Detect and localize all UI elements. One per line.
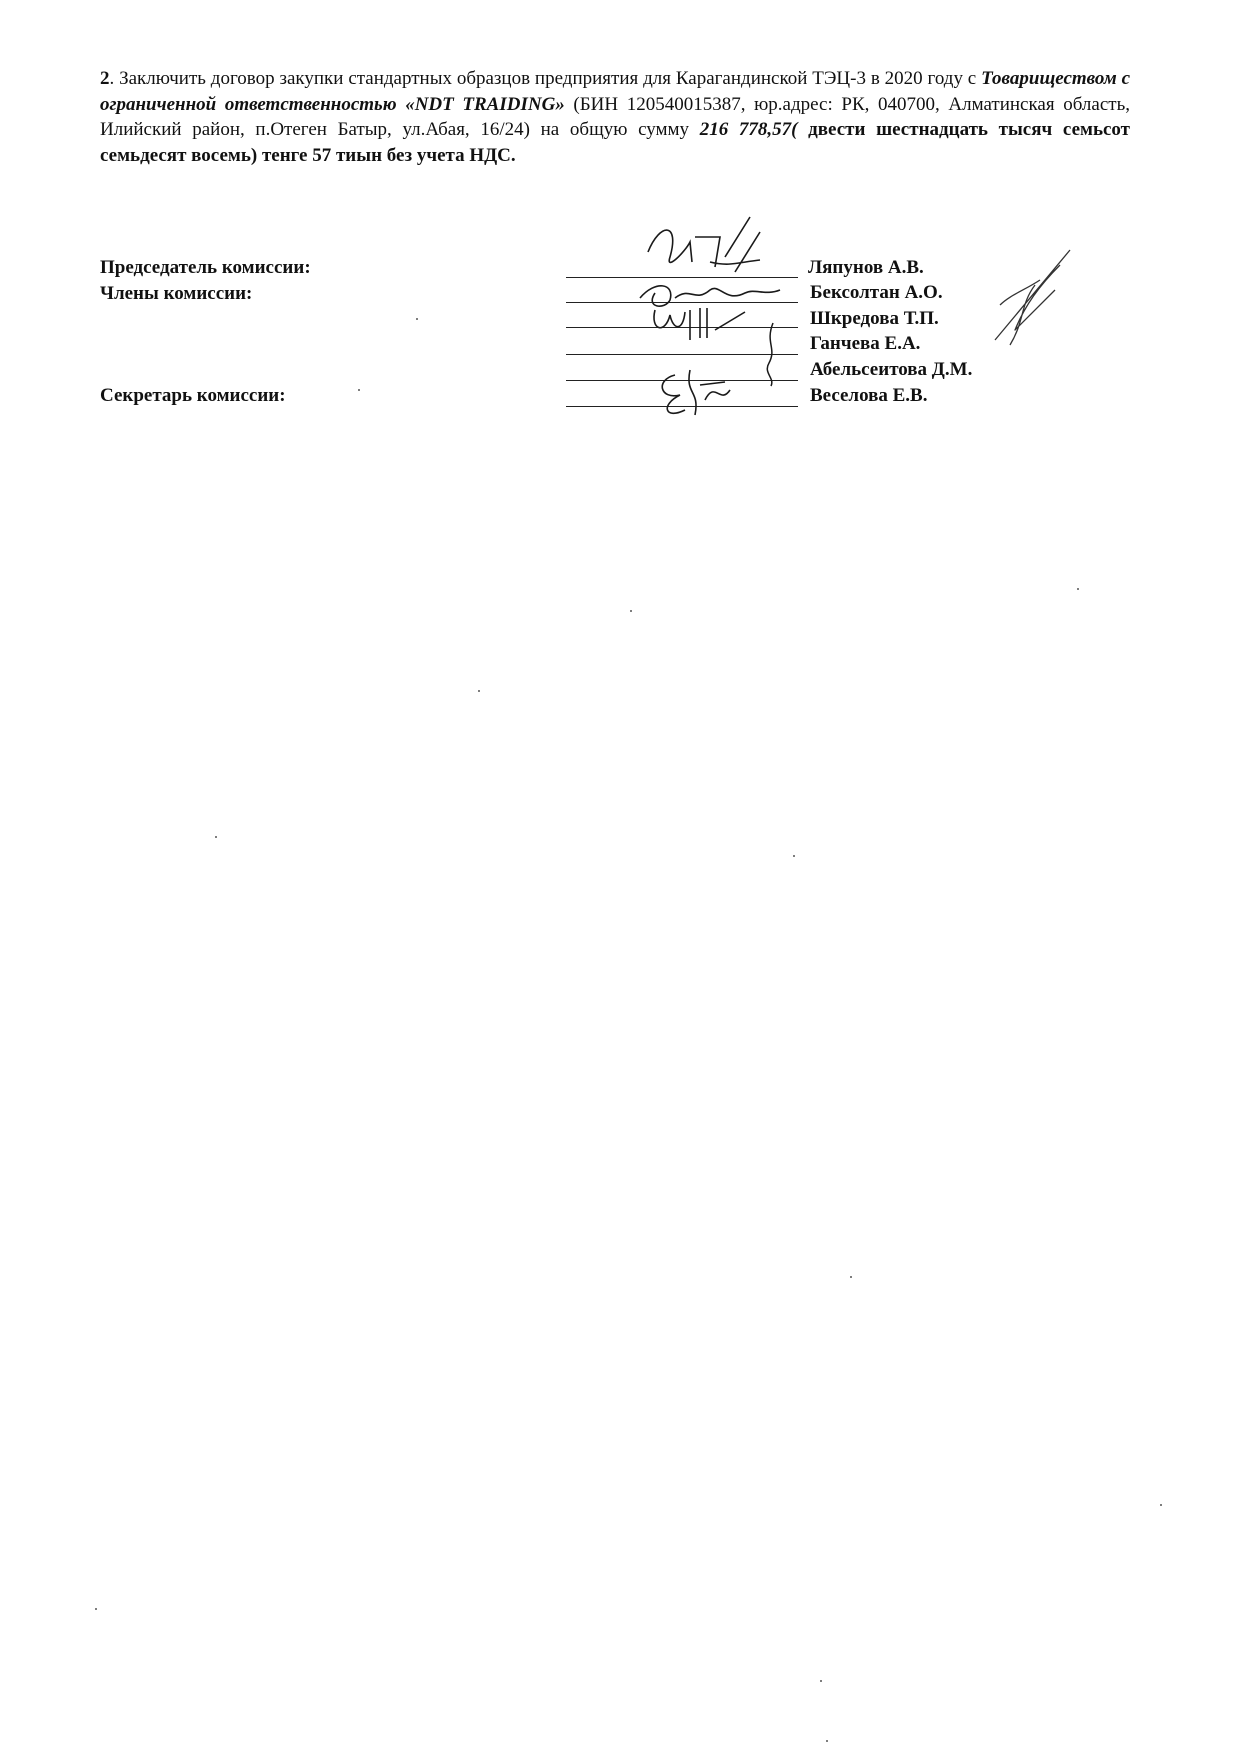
- contract-amount: 216 778,57(: [699, 119, 798, 140]
- secretary-label: Секретарь комиссии:: [100, 385, 286, 406]
- signer-name: Шкредова Т.П.: [810, 308, 939, 329]
- paragraph-text-1: . Заключить договор закупки стандартных образцов предприятия для Карагандинской ТЭЦ-3 в 2020 году с: [109, 68, 982, 89]
- handwritten-signature: [645, 360, 735, 425]
- handwritten-signature: [645, 300, 755, 345]
- amount-in-words: двести шестнадцать тысяч семьсот семьдесят восемь) тенге 57 тиын без учета НДС.: [100, 119, 1131, 166]
- decision-paragraph: [100, 66, 1130, 168]
- paragraph-text-2: (БИН 120540015387, юр.адрес: РК, 040700, Алматинская область, Илийский район, п.Отеген Батыр, ул.Абая, 16/24) на общую сумму: [100, 93, 1130, 140]
- signer-name: Бексолтан А.О.: [810, 282, 943, 303]
- item-number: 2: [100, 68, 110, 89]
- chairman-label: Председатель комиссии:: [100, 257, 311, 278]
- scan-speck: [358, 389, 360, 391]
- scan-speck: [850, 1276, 852, 1278]
- scan-speck: [793, 855, 795, 857]
- scan-speck: [630, 610, 632, 612]
- scan-speck: [416, 318, 418, 320]
- handwritten-signature: [755, 318, 785, 388]
- scan-speck: [478, 690, 480, 692]
- scan-speck: [1077, 588, 1079, 590]
- signer-name: Веселова Е.В.: [810, 385, 928, 406]
- scan-speck: [820, 1680, 822, 1682]
- members-label: Члены комиссии:: [100, 283, 253, 304]
- signer-name: Абельсеитова Д.М.: [810, 359, 973, 380]
- scan-speck: [215, 836, 217, 838]
- signer-name: Ляпунов А.В.: [808, 257, 924, 278]
- signer-name: Ганчева Е.А.: [810, 333, 921, 354]
- scan-speck: [1160, 1504, 1162, 1506]
- scan-speck: [95, 1608, 97, 1610]
- handwritten-signature: [985, 245, 1075, 355]
- scan-speck: [826, 1740, 828, 1742]
- company-name: Товариществом с ограниченной ответственностью «NDT TRAIDING»: [100, 68, 1131, 115]
